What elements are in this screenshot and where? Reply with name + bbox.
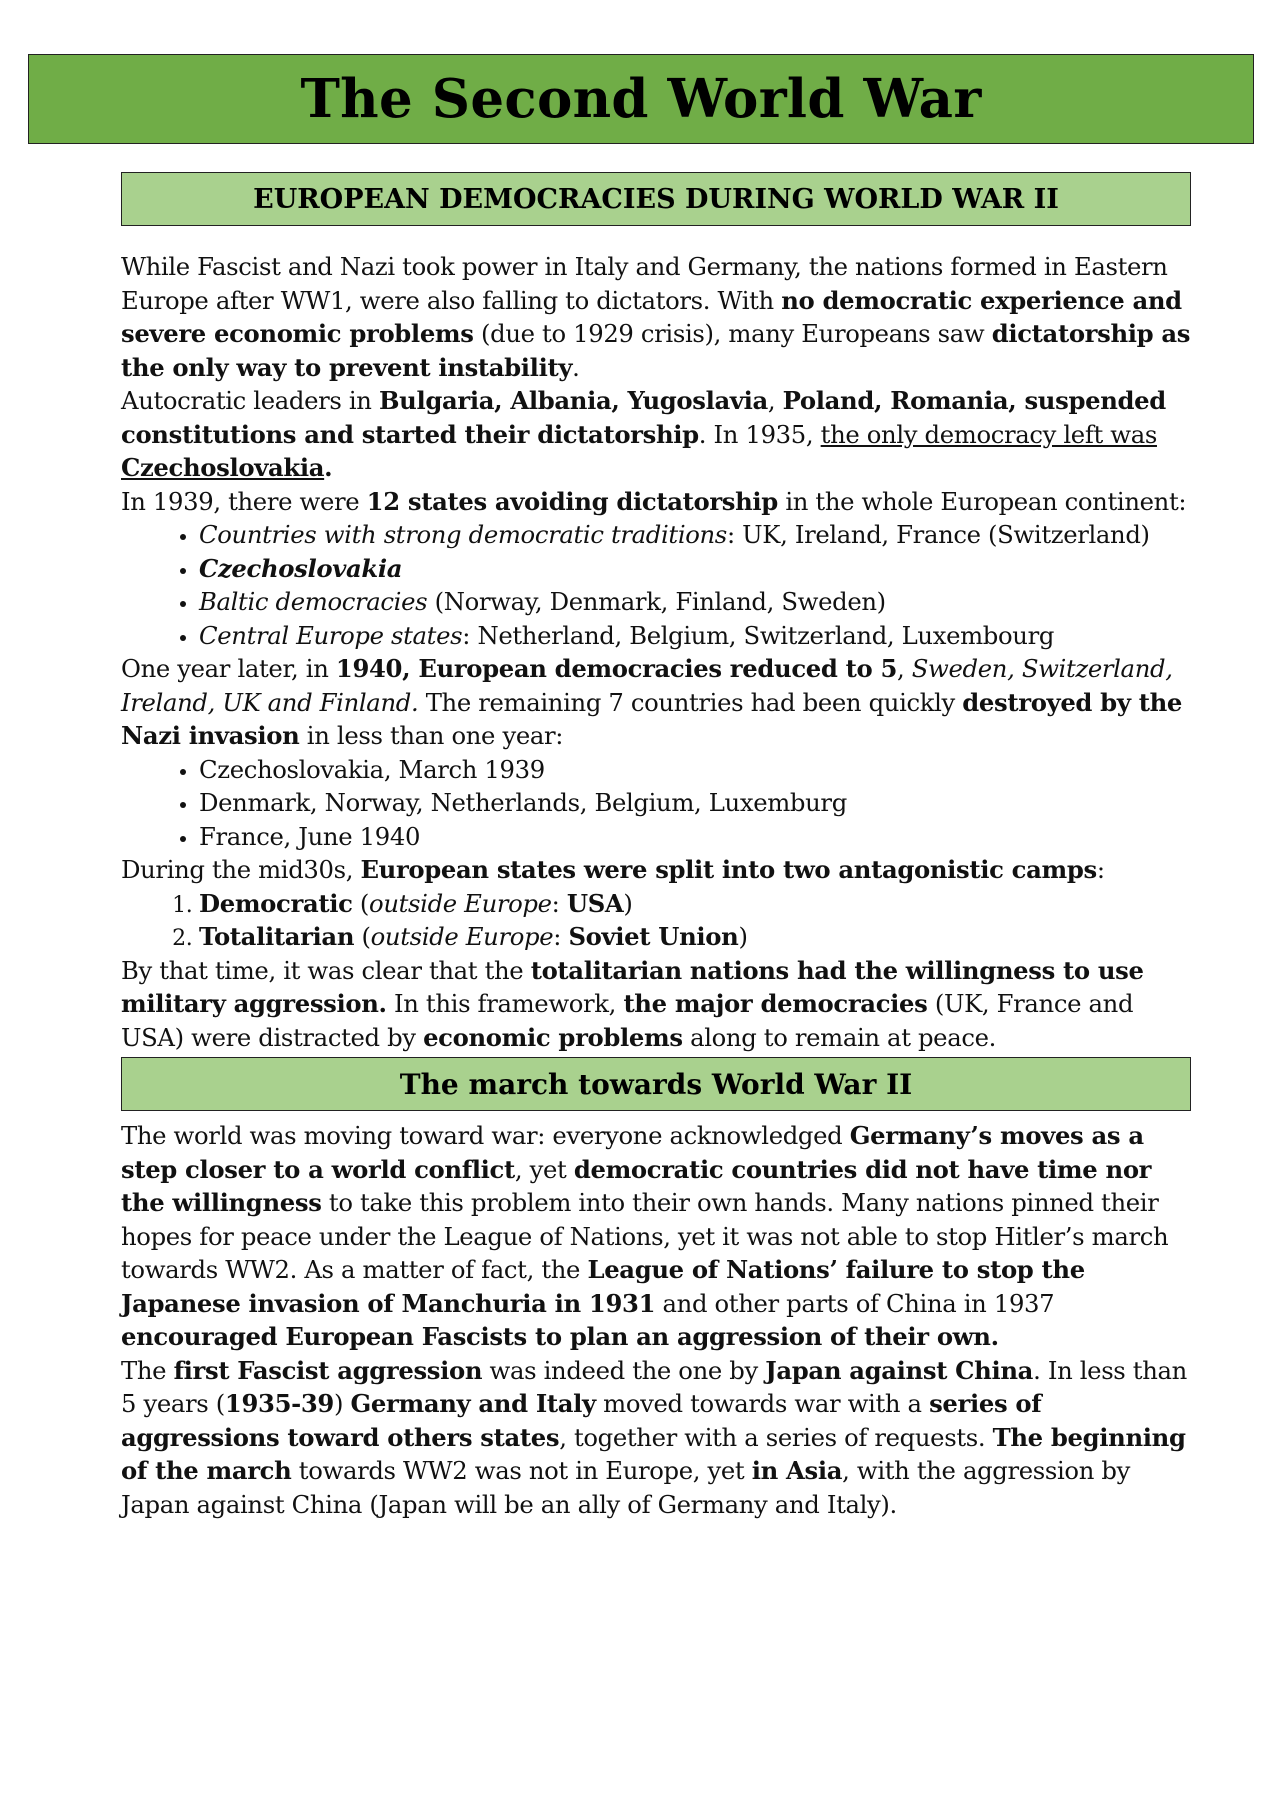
paragraph: The first Fascist aggression was indeed the one by Japan against China. In less than 5 years (1935-39) Germany and Italy moved towards war with a series of aggressions toward others states, together with a series of requests. The beginning of the march towards WW2 was not in Europe, yet in Asia, with the aggression by Japan against China (Japan will be an ally of Germany and Italy). <box>121 1355 1187 1519</box>
title-banner <box>28 54 1254 144</box>
paragraph: By that time, it was clear that the totalitarian nations had the willingness to use military aggression. In this framework, the major democracies (UK, France and USA) were distracted by economic problems along to remain at peace. <box>121 955 1144 1052</box>
section-body-european-democracies <box>121 250 1191 1054</box>
paragraph: One year later, in 1940, European democracies reduced to 5, Sweden, Switzerland, Ireland, UK and Finland. The remaining 7 countries had been quickly destroyed by the Nazi invasion in less than one year: <box>121 654 1182 750</box>
list-item: • Baltic democracies (Norway, Denmark, Finland, Sweden) <box>199 585 1191 619</box>
paragraph: Autocratic leaders in Bulgaria, Albania, Yugoslavia, Poland, Romania, suspended constitutions and started their dictatorship. In 1935, the only democracy left was Czechoslovakia. <box>121 386 1166 482</box>
list-item: • Czechoslovakia <box>199 552 1191 586</box>
section-body-march-towards-war <box>121 1119 1191 1521</box>
page-title: The Second World War <box>300 68 982 130</box>
numbered-list-camps <box>121 887 1191 954</box>
list-item: • Countries with strong democratic traditions: UK, Ireland, France (Switzerland) <box>199 518 1191 552</box>
list-item: 1. Democratic (outside Europe: USA) <box>199 887 1191 921</box>
bullet-list-invaded-countries <box>121 753 1191 854</box>
paragraph: In 1939, there were 12 states avoiding dictatorship in the whole European continent: <box>121 486 1187 516</box>
bullet-list-democratic-states <box>121 518 1191 652</box>
list-item: • Czechoslovakia, March 1939 <box>199 753 1191 787</box>
paragraph: During the mid30s, European states were split into two antagonistic camps: <box>121 855 1105 884</box>
paragraph: The world was moving toward war: everyone acknowledged Germany’s moves as a step closer to a world conflict, yet democratic countries did not have time nor the willingness to take this problem into their own hands. Many nations pinned their hopes for peace under the League of Nations, yet it was not able to stop Hitler’s march towards WW2. As a matter of fact, the League of Nations’ failure to stop the Japanese invasion of Manchuria in 1931 and other parts of China in 1937 encouraged European Fascists to plan an aggression of their own. <box>121 1121 1169 1351</box>
section-heading-march-towards-war: The march towards World War II <box>121 1057 1191 1111</box>
section-heading-european-democracies: EUROPEAN DEMOCRACIES DURING WORLD WAR II <box>121 172 1191 226</box>
list-item: 2. Totalitarian (outside Europe: Soviet Union) <box>199 920 1191 954</box>
paragraph: While Fascist and Nazi took power in Italy and Germany, the nations formed in Eastern Europe after WW1, were also falling to dictators. With no democratic experience and severe economic problems (due to 1929 crisis), many Europeans saw dictatorship as the only way to prevent instability. <box>121 252 1191 382</box>
list-item: • Denmark, Norway, Netherlands, Belgium, Luxemburg <box>199 786 1191 820</box>
list-item: • France, June 1940 <box>199 820 1191 854</box>
list-item: • Central Europe states: Netherland, Belgium, Switzerland, Luxembourg <box>199 619 1191 653</box>
